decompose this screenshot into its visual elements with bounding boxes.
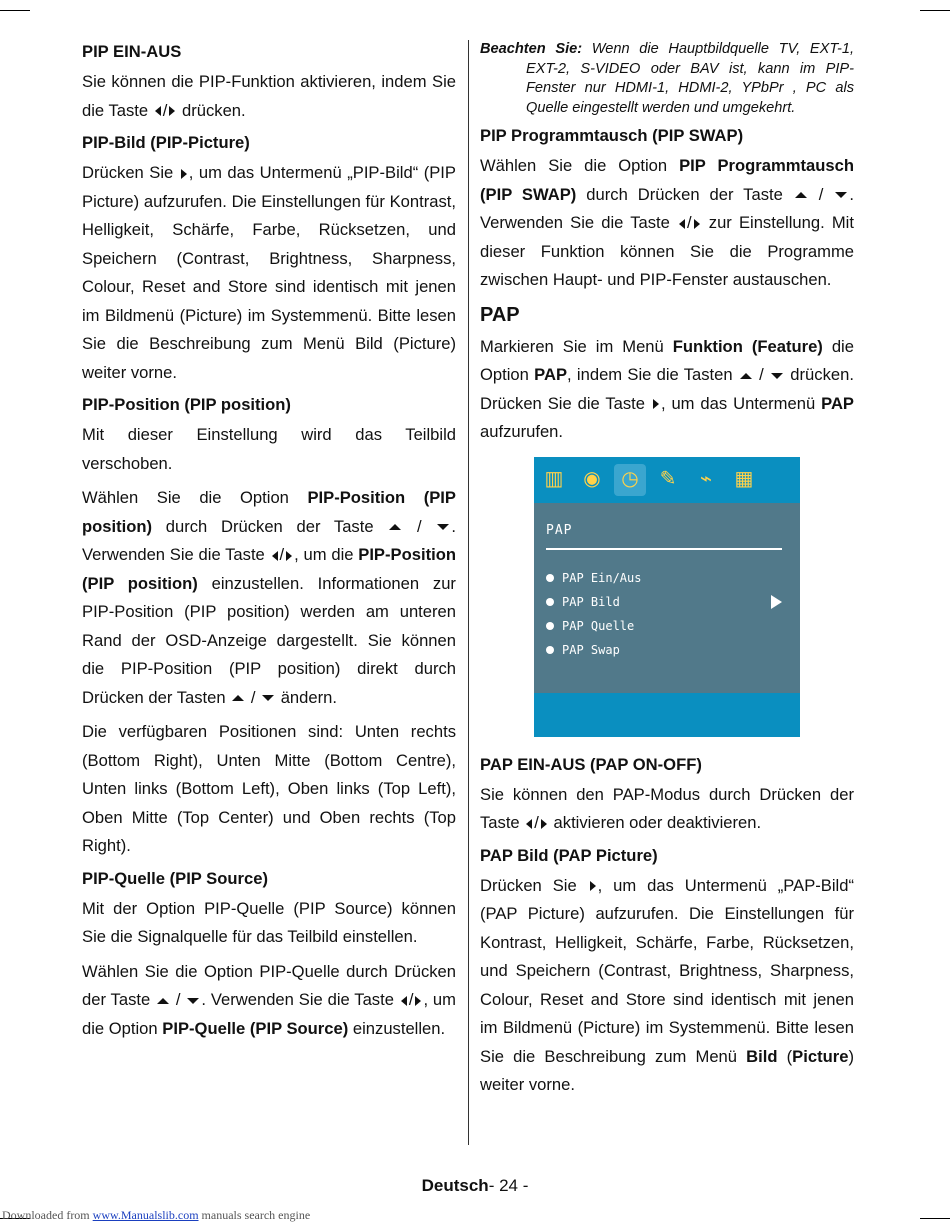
section-heading: PIP-Quelle (PIP Source) bbox=[82, 868, 268, 888]
submenu-arrow-icon bbox=[771, 595, 782, 609]
install-icon: ▦ bbox=[734, 468, 754, 491]
right-arrow-icon bbox=[590, 881, 596, 891]
section-heading: PIP-Position (PIP position) bbox=[82, 395, 291, 414]
note-label: Beachten Sie: bbox=[480, 41, 583, 57]
down-arrow-icon bbox=[437, 524, 449, 530]
paragraph: Drücken Sie , um das Untermenü „PIP-Bild“ (PIP Picture) aufzurufen. Die Einstellungen für Kontrast, Helligkeit, Schärfe, Farbe, Rücksetzen, und Speichern (Contrast, Brightness, Sharpness, Colour, Reset and Store sind identisch mit jenen im Bildmenü (Picture) im Systemmenü. Bitte lesen Sie die Beschreibung zum Menü Bild (Picture) weiter vorne. bbox=[82, 163, 456, 382]
paragraph: Sie können die PIP-Funktion aktivieren, indem Sie die Taste / drücken. bbox=[82, 72, 456, 120]
menu-item-pap-source: PAP Quelle bbox=[546, 614, 782, 638]
down-arrow-icon bbox=[771, 373, 783, 379]
menu-item-pap-picture: PAP Bild bbox=[546, 590, 782, 614]
down-arrow-icon bbox=[835, 192, 847, 198]
paragraph: Sie können den PAP-Modus durch Drücken der Taste / aktivieren oder deaktivieren. bbox=[480, 784, 854, 832]
bullet-icon bbox=[546, 598, 554, 606]
page-number: - 24 - bbox=[488, 1176, 529, 1195]
paragraph: Wählen Sie die Option PIP Programmtausch (PIP SWAP) durch Drücken der Taste / . Verwenden Sie die Taste / zur Einstellung. Mit dieser Funktion können Sie die Programme zwischen Haupt- und PIP-Fenster austauschen. bbox=[480, 156, 854, 289]
picture-icon: ▥ bbox=[544, 468, 564, 491]
note-text: Wenn die Hauptbildquelle TV, EXT-1, EXT-2, S-VIDEO oder BAV ist, kann im PIP-Fenster nur HDMI-1, HDMI-2, YPbPr , PC als Quelle eingestellt werden und umgekehrt. bbox=[526, 41, 854, 116]
menu-title: PAP bbox=[546, 517, 782, 551]
section-heading: PAP bbox=[480, 303, 520, 326]
menu-item-pap-swap: PAP Swap bbox=[546, 638, 782, 662]
up-arrow-icon bbox=[795, 192, 807, 198]
bullet-icon bbox=[546, 574, 554, 582]
paragraph: Wählen Sie die Option PIP-Position (PIP position) durch Drücken der Taste / . Verwenden Sie die Taste / , um die PIP-Position (PIP position) einzustellen. Informationen zur PIP-Position (PIP position) werden am unteren Rand der OSD-Anzeige dargestellt. Sie können die PIP-Position (PIP position) direkt durch Drücken der Tasten / ändern. bbox=[82, 488, 456, 707]
section-heading: PAP Bild (PAP Picture) bbox=[480, 845, 658, 865]
right-arrow-icon bbox=[653, 399, 659, 409]
right-arrow-icon bbox=[286, 551, 292, 561]
section-heading: PIP-Bild (PIP-Picture) bbox=[82, 133, 250, 152]
left-arrow-icon bbox=[401, 996, 407, 1006]
up-arrow-icon bbox=[232, 695, 244, 701]
crop-mark bbox=[920, 10, 950, 11]
left-arrow-icon bbox=[155, 106, 161, 116]
up-arrow-icon bbox=[157, 998, 169, 1004]
paragraph: Mit der Option PIP-Quelle (PIP Source) können Sie die Signalquelle für das Teilbild einstellen. bbox=[82, 898, 456, 946]
column-divider bbox=[468, 40, 469, 1145]
bullet-icon bbox=[546, 646, 554, 654]
menu-item-pap-onoff: PAP Ein/Aus bbox=[546, 566, 782, 590]
download-note: Downloaded from www.Manualslib.com manuals search engine bbox=[2, 1208, 311, 1222]
paragraph: Drücken Sie , um das Untermenü „PAP-Bild“ (PAP Picture) aufzurufen. Die Einstellungen für Kontrast, Helligkeit, Schärfe, Farbe, Rücksetzen, und Speichern (Contrast, Brightness, Sharpness, Colour, Reset and Store sind identisch mit jenen im Bildmenü (Picture) im Systemmenü. Bitte lesen Sie die Beschreibung zum Menü Bild (Picture) weiter vorne. bbox=[480, 875, 854, 1094]
crop-mark bbox=[920, 1218, 950, 1219]
left-arrow-icon bbox=[526, 819, 532, 829]
up-arrow-icon bbox=[740, 373, 752, 379]
bullet-icon bbox=[546, 622, 554, 630]
source-icon: ⌁ bbox=[699, 468, 713, 491]
right-column bbox=[480, 40, 854, 1106]
left-arrow-icon bbox=[679, 219, 685, 229]
right-arrow-icon bbox=[181, 169, 187, 179]
right-arrow-icon bbox=[541, 819, 547, 829]
feature-icon: ◷ bbox=[614, 464, 646, 496]
section-heading: PAP EIN-AUS (PAP ON-OFF) bbox=[480, 754, 702, 774]
manualslib-link[interactable]: www.Manualslib.com bbox=[92, 1208, 199, 1222]
right-arrow-icon bbox=[169, 106, 175, 116]
pap-menu-screenshot bbox=[534, 457, 800, 737]
section-heading: PIP Programmtausch (PIP SWAP) bbox=[480, 126, 744, 145]
down-arrow-icon bbox=[262, 695, 274, 701]
menu-panel bbox=[534, 503, 800, 663]
crop-mark bbox=[0, 10, 30, 11]
down-arrow-icon bbox=[187, 998, 199, 1004]
section-heading: PIP EIN-AUS bbox=[82, 42, 182, 61]
paragraph: Wählen Sie die Option PIP-Quelle durch Drücken der Taste / . Verwenden Sie die Taste / , um die Option PIP-Quelle (PIP Source) einzustellen. bbox=[82, 961, 456, 1038]
speaker-icon: ◉ bbox=[583, 468, 601, 491]
paragraph: Markieren Sie im Menü Funktion (Feature) die Option PAP, indem Sie die Tasten / drücken. Drücken Sie die Taste , um das Untermenü PAP aufzurufen. bbox=[480, 336, 854, 441]
right-arrow-icon bbox=[415, 996, 421, 1006]
up-arrow-icon bbox=[389, 524, 401, 530]
paragraph: Die verfügbaren Positionen sind: Unten rechts (Bottom Right), Unten Mitte (Bottom Centre), Unten links (Bottom Left), Oben links (Top Left), Oben Mitte (Top Center) und Oben rechts (Top Right). bbox=[82, 722, 456, 855]
tools-icon: ✎ bbox=[659, 468, 677, 491]
right-arrow-icon bbox=[694, 219, 700, 229]
page-footer bbox=[0, 1176, 950, 1196]
menu-bottom-bar bbox=[534, 693, 800, 737]
footer-language: Deutsch bbox=[421, 1176, 489, 1195]
left-column bbox=[82, 40, 456, 1049]
paragraph: Mit dieser Einstellung wird das Teilbild verschoben. bbox=[82, 425, 456, 473]
menu-icon-bar bbox=[534, 457, 800, 503]
left-arrow-icon bbox=[272, 551, 278, 561]
note bbox=[480, 40, 854, 118]
